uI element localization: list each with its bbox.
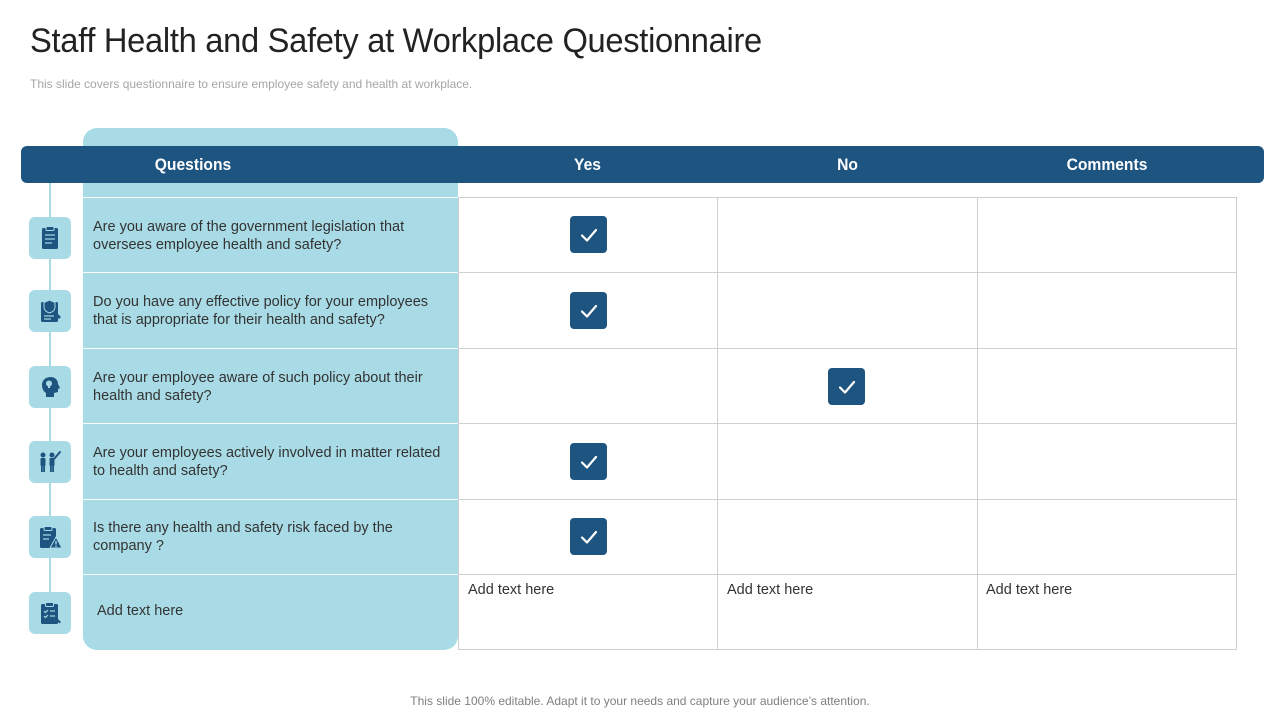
head-idea-icon	[29, 366, 71, 408]
question-divider	[83, 348, 458, 349]
question-text: Are your employee aware of such policy about their health and safety?	[93, 370, 423, 404]
people-team-icon	[29, 441, 71, 483]
header-comments: Comments	[1066, 155, 1148, 174]
grid-divider	[458, 272, 1237, 273]
question-divider	[83, 423, 458, 424]
checkmark-icon	[835, 375, 859, 399]
risk-clipboard-icon	[29, 516, 71, 558]
clipboard-icon	[29, 217, 71, 259]
question-divider	[83, 197, 458, 198]
question-divider	[83, 499, 458, 500]
yes-check[interactable]	[570, 518, 607, 555]
no-check[interactable]	[828, 368, 865, 405]
page-subtitle: This slide covers questionnaire to ensure employee safety and health at workplace.	[30, 77, 473, 91]
header-no: No	[837, 155, 858, 174]
grid-divider	[458, 499, 1237, 500]
header-questions: Questions	[154, 155, 232, 174]
question-placeholder[interactable]: Add text here	[97, 603, 184, 619]
yes-check[interactable]	[570, 443, 607, 480]
checkmark-icon	[577, 223, 601, 247]
question-divider	[83, 272, 458, 273]
checklist-icon	[29, 592, 71, 634]
grid-divider	[458, 574, 1237, 575]
question-text: Are you aware of the government legislation that oversees employee health and safety?	[93, 219, 405, 253]
checkmark-icon	[577, 299, 601, 323]
yes-placeholder[interactable]: Add text here	[468, 582, 555, 598]
page-title: Staff Health and Safety at Workplace Questionnaire	[30, 22, 762, 60]
yes-check[interactable]	[570, 216, 607, 253]
question-text: Do you have any effective policy for your employees that is appropriate for their health and safety?	[93, 294, 429, 328]
no-placeholder[interactable]: Add text here	[727, 582, 814, 598]
question-text: Is there any health and safety risk faced by the company ?	[93, 520, 393, 554]
yes-check[interactable]	[570, 292, 607, 329]
header-yes: Yes	[574, 155, 601, 174]
comments-placeholder[interactable]: Add text here	[986, 582, 1073, 598]
checkmark-icon	[577, 525, 601, 549]
question-divider	[83, 574, 458, 575]
grid-divider	[458, 423, 1237, 424]
footer-note: This slide 100% editable. Adapt it to your needs and capture your audience’s attention.	[410, 694, 870, 708]
checkmark-icon	[577, 450, 601, 474]
question-text: Are your employees actively involved in matter related to health and safety?	[93, 445, 441, 479]
shield-document-icon	[29, 290, 71, 332]
grid-divider	[458, 348, 1237, 349]
